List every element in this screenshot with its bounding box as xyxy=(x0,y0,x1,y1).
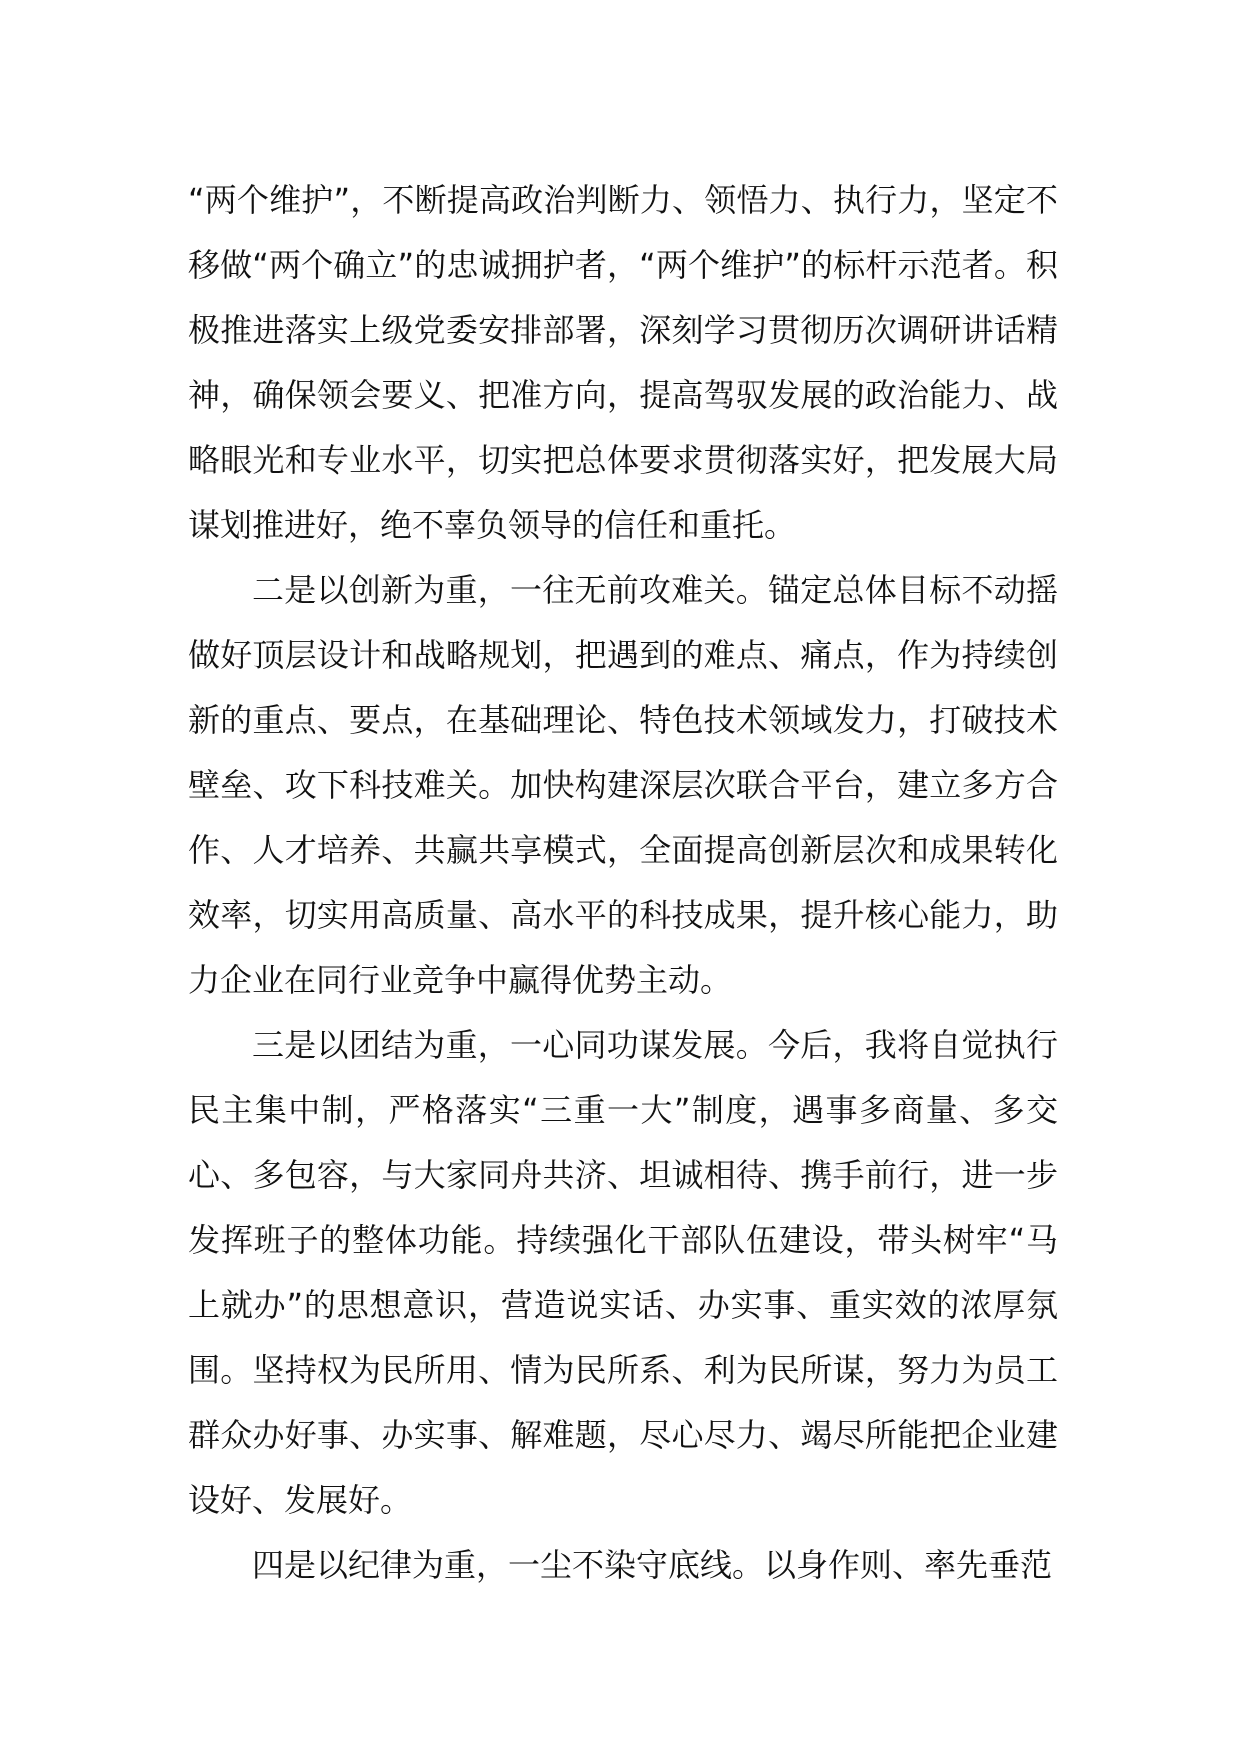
paragraph-point-2: 二是以创新为重，一往无前攻难关。锚定总体目标不动摇做好顶层设计和战略规划，把遇到的难点、痛点，作为持续创新的重点、要点，在基础理论、特色技术领域发力，打破技术壁垒、攻下科技难关。加快构建深层次联合平台，建立多方合作、人才培养、共赢共享模式，全面提高创新层次和成果转化效率，切实用高质量、高水平的科技成果，提升核心能力，助力企业在同行业竞争中赢得优势主动。 xyxy=(188,571,1058,999)
paragraph-point-3: 三是以团结为重，一心同功谋发展。今后，我将自觉执行民主集中制，严格落实“三重一大”制度，遇事多商量、多交心、多包容，与大家同舟共济、坦诚相待、携手前行，进一步发挥班子的整体功能。持续强化干部队伍建设，带头树牢“马上就办”的思想意识，营造说实话、办实事、重实效的浓厚氛围。坚持权为民所用、情为民所系、利为民所谋，努力为员工群众办好事、办实事、解难题，尽心尽力、竭尽所能把企业建设好、发展好。 xyxy=(188,1026,1058,1519)
paragraph-point-4: 四是以纪律为重，一尘不染守底线。以身作则、率先垂范 xyxy=(252,1546,1053,1584)
document-body xyxy=(188,168,1058,1598)
paragraph-continued: “两个维护”，不断提高政治判断力、领悟力、执行力，坚定不移做“两个确立”的忠诚拥护者，“两个维护”的标杆示范者。积极推进落实上级党委安排部署，深刻学习贯彻历次调研讲话精神，确保领会要义、把准方向，提高驾驭发展的政治能力、战略眼光和专业水平，切实把总体要求贯彻落实好，把发展大局谋划推进好，绝不辜负领导的信任和重托。 xyxy=(188,181,1058,544)
